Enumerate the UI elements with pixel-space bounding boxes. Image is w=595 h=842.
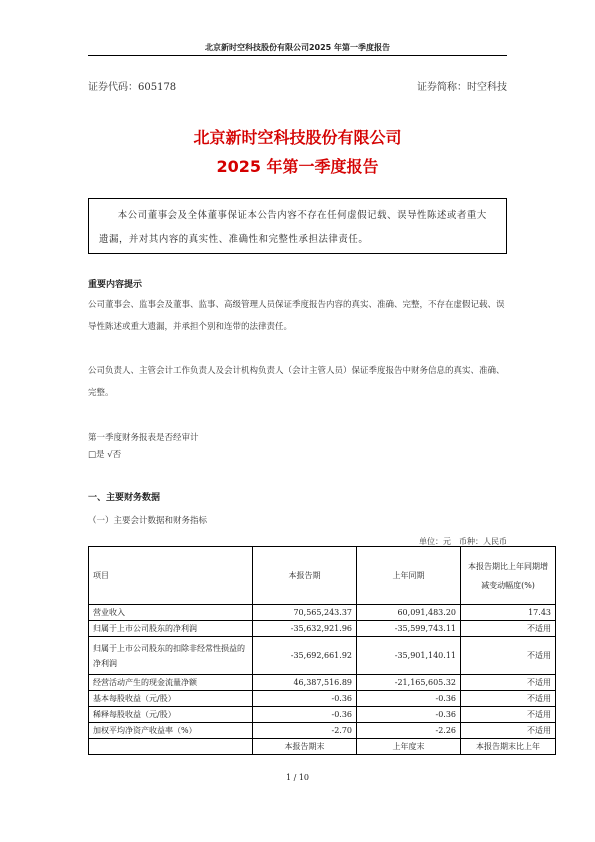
table-row [89,691,556,707]
row-prior: 60,091,483.20 [357,605,461,621]
row-change: 不适用 [461,707,556,723]
row-prior: -2.26 [357,723,461,739]
table-row [89,621,556,637]
row-current: -2.70 [253,723,357,739]
row-label: 加权平均净资产收益率（%） [89,723,253,739]
important-notes-heading: 重要内容提示 [88,280,143,290]
row-label: 归属于上市公司股东的扣除非经常性损益的净利润 [89,637,253,675]
financial-info-guarantee-paragraph: 公司负责人、主管会计工作负责人及会计机构负责人（会计主管人员）保证季度报告中财务信息的真实、准确、完整。 [88,366,505,398]
row-change: 不适用 [461,675,556,691]
footer-change-vs-prior: 本报告期末比上年 [461,739,556,755]
row-current: -0.36 [253,691,357,707]
header-change-pct: 本报告期比上年同期增减变动幅度(%) [461,547,556,605]
row-label: 基本每股收益（元/股） [89,691,253,707]
table-row [89,675,556,691]
row-label: 稀释每股收益（元/股） [89,707,253,723]
row-label: 经营活动产生的现金流量净额 [89,675,253,691]
header-item: 项目 [89,547,253,605]
header-prior-period: 上年同期 [357,547,461,605]
header-current-period: 本报告期 [253,547,357,605]
running-header: 北京新时空科技股份有限公司2025 年第一季度报告 [204,43,391,52]
stock-abbr: 证券简称：时空科技 [417,82,507,93]
subsection-key-accounting-data: （一）主要会计数据和财务指标 [88,516,208,526]
header-rule [88,55,507,56]
financial-data-table [88,546,556,755]
table-row [89,605,556,621]
row-label: 营业收入 [89,605,253,621]
row-change: 不适用 [461,621,556,637]
unit-currency-line: 单位：元 币种：人民币 [419,537,507,546]
table-row [89,707,556,723]
footer-blank [89,739,253,755]
row-change: 不适用 [461,691,556,707]
section-main-financial-data: 一、主要财务数据 [88,493,161,503]
table-row [89,637,556,675]
table-row [89,723,556,739]
stock-code: 证券代码：605178 [88,82,177,93]
report-title-period: 2025 年第一季度报告 [216,157,379,176]
row-label: 归属于上市公司股东的净利润 [89,621,253,637]
row-prior: -35,901,140.11 [357,637,461,675]
row-prior: -0.36 [357,707,461,723]
stock-info-line [88,78,507,93]
footer-prior-year-end: 上年度末 [357,739,461,755]
row-current: 46,387,516.89 [253,675,357,691]
row-change: 不适用 [461,723,556,739]
row-change: 不适用 [461,637,556,675]
row-prior: -21,165,605.32 [357,675,461,691]
row-change: 17.43 [461,605,556,621]
row-prior: -0.36 [357,691,461,707]
row-prior: -35,599,743.11 [357,621,461,637]
audit-answer: □是 √否 [88,450,122,460]
row-current: -35,692,661.92 [253,637,357,675]
page-number: 1 / 10 [285,773,310,782]
report-title-company: 北京新时空科技股份有限公司 [193,128,402,147]
board-statement-box: 本公司董事会及全体董事保证本公告内容不存在任何虚假记载、误导性陈述或者重大遗漏，并对其内容的真实性、准确性和完整性承担法律责任。 [88,198,507,254]
row-current: -0.36 [253,707,357,723]
audit-question: 第一季度财务报表是否经审计 [88,433,199,443]
table-footer-row [89,739,556,755]
table-header-row [89,547,556,605]
board-guarantee-paragraph: 公司董事会、监事会及董事、监事、高级管理人员保证季度报告内容的真实、准确、完整，不存在虚假记载、误导性陈述或重大遗漏，并承担个别和连带的法律责任。 [88,300,505,332]
row-current: 70,565,243.37 [253,605,357,621]
footer-period-end: 本报告期末 [253,739,357,755]
row-current: -35,632,921.96 [253,621,357,637]
